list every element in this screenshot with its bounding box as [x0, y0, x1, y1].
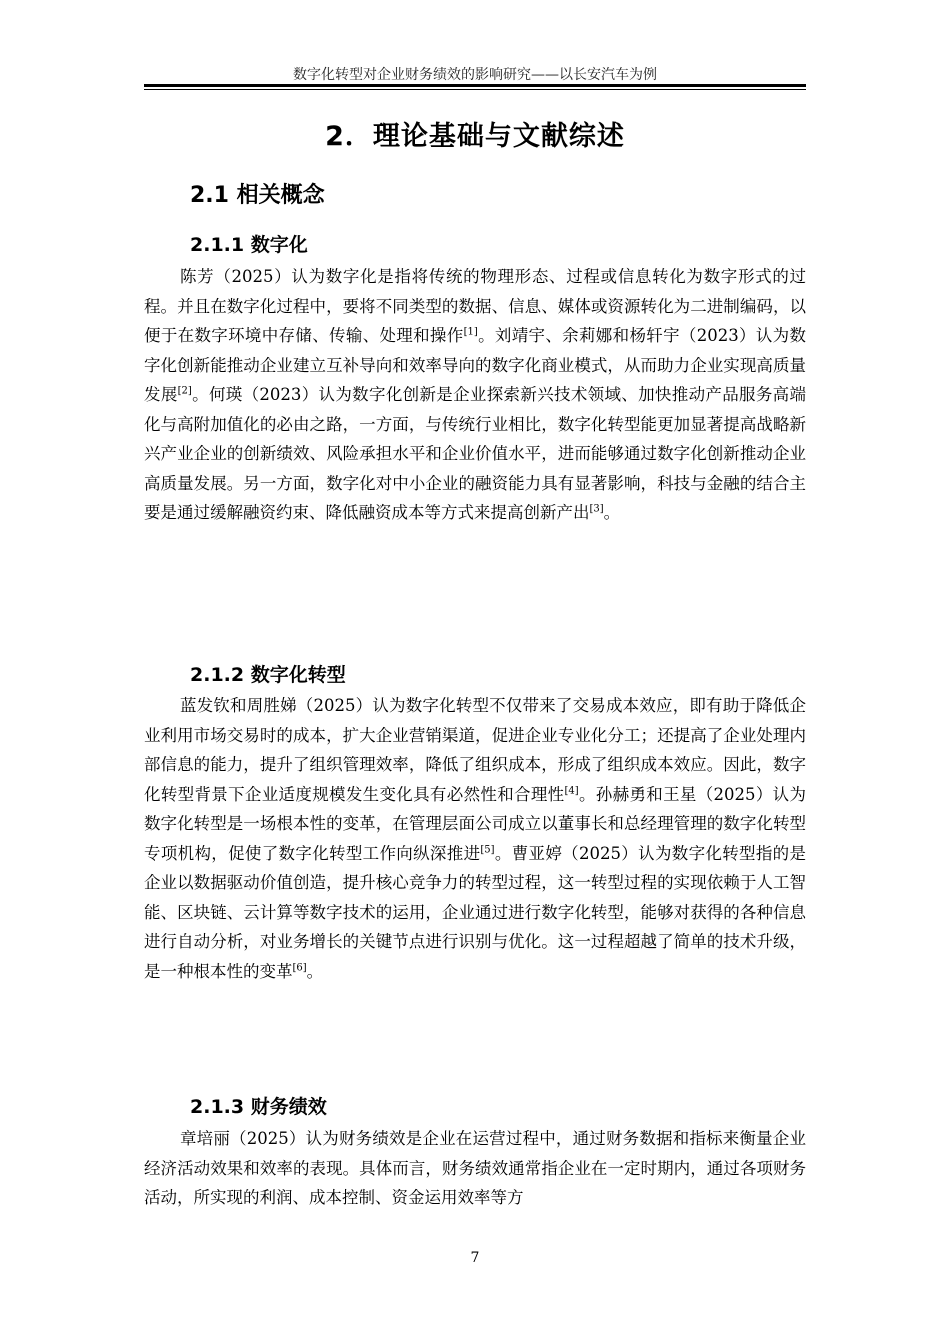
- page-number: 7: [470, 1250, 480, 1266]
- paragraph-text: 蓝发钦和周胜娣（2025）认为数字化转型不仅带来了交易成本效应，即有助于降低企业利用市场交易时的成本，扩大企业营销渠道，促进企业专业化分工；还提高了企业处理内部信息的能力，提升了组织管理效率，降低了组织成本，形成了组织成本效应。因此，数字化转型背景下企业适度规模发生变化具有必然性和合理性: [144, 696, 806, 804]
- paragraph-text: 。: [603, 503, 621, 522]
- header-rule-thin: [144, 89, 806, 90]
- citation-ref[interactable]: [1]: [463, 326, 478, 338]
- running-header: 数字化转型对企业财务绩效的影响研究——以长安汽车为例: [293, 67, 657, 83]
- citation-ref[interactable]: [6]: [292, 962, 307, 973]
- section-title: 2.1 相关概念: [190, 183, 325, 208]
- subsection-title-digitization: 2.1.1 数字化: [190, 234, 308, 256]
- paragraph-digital-transformation: [144, 691, 806, 986]
- paragraph-text: 陈芳（2025）认为数字化是指将传统的物理形态、过程或信息转化为数字形式的过程。并且在数字化过程中，要将不同类型的数据、信息、媒体或资源转化为二进制编码，以便于在数字环境中存储、传输、处理和操作: [144, 267, 806, 345]
- chapter-title: 2．理论基础与文献综述: [325, 121, 625, 152]
- paragraph-text: 。刘靖宇、余莉娜和杨轩宇（2023）认为数字化创新能推动企业建立互补导向和效率导向的数字化商业模式，从而助力企业实现高质量发展: [144, 326, 806, 404]
- citation-ref[interactable]: [5]: [480, 844, 495, 855]
- citation-ref[interactable]: [3]: [589, 503, 604, 515]
- paragraph-text: 章培丽（2025）认为财务绩效是企业在运营过程中，通过财务数据和指标来衡量企业经济活动效果和效率的表现。具体而言，财务绩效通常指企业在一定时期内，通过各项财务活动，所实现的利润、成本控制、资金运用效率等方: [144, 1129, 806, 1207]
- paragraph-text: 。: [306, 961, 324, 981]
- paragraph-text: 。孙赫勇和王星（2025）认为数字化转型是一场根本性的变革，在管理层面公司成立以董事长和总经理管理的数字化转型专项机构，促使了数字化转型工作向纵深推进: [144, 784, 806, 863]
- subsection-title-digital-transformation: 2.1.2 数字化转型: [190, 664, 346, 686]
- paragraph-digitization: [144, 262, 806, 528]
- paragraph-text: 。曹亚婷（2025）认为数字化转型指的是企业以数据驱动价值创造，提升核心竞争力的转型过程，这一转型过程的实现依赖于人工智能、区块链、云计算等数字技术的运用，企业通过进行数字化转型，能够对获得的各种信息进行自动分析，对业务增长的关键节点进行识别与优化。这一过程超越了简单的技术升级，是一种根本性的变革: [144, 843, 807, 981]
- paragraph-financial-performance: [144, 1124, 806, 1213]
- citation-ref[interactable]: [2]: [177, 385, 192, 397]
- header-rule-thick: [144, 84, 806, 87]
- paragraph-text: 。何瑛（2023）认为数字化创新是企业探索新兴技术领域、加快推动产品服务高端化与高附加值化的必由之路，一方面，与传统行业相比，数字化转型能更加显著提高战略新兴产业企业的创新绩效、风险承担水平和企业价值水平，进而能够通过数字化创新推动企业高质量发展。另一方面，数字化对中小企业的融资能力具有显著影响，科技与金融的结合主要是通过缓解融资约束、降低融资成本等方式来提高创新产出: [144, 385, 806, 522]
- citation-ref[interactable]: [4]: [564, 785, 579, 796]
- subsection-title-financial-performance: 2.1.3 财务绩效: [190, 1096, 327, 1118]
